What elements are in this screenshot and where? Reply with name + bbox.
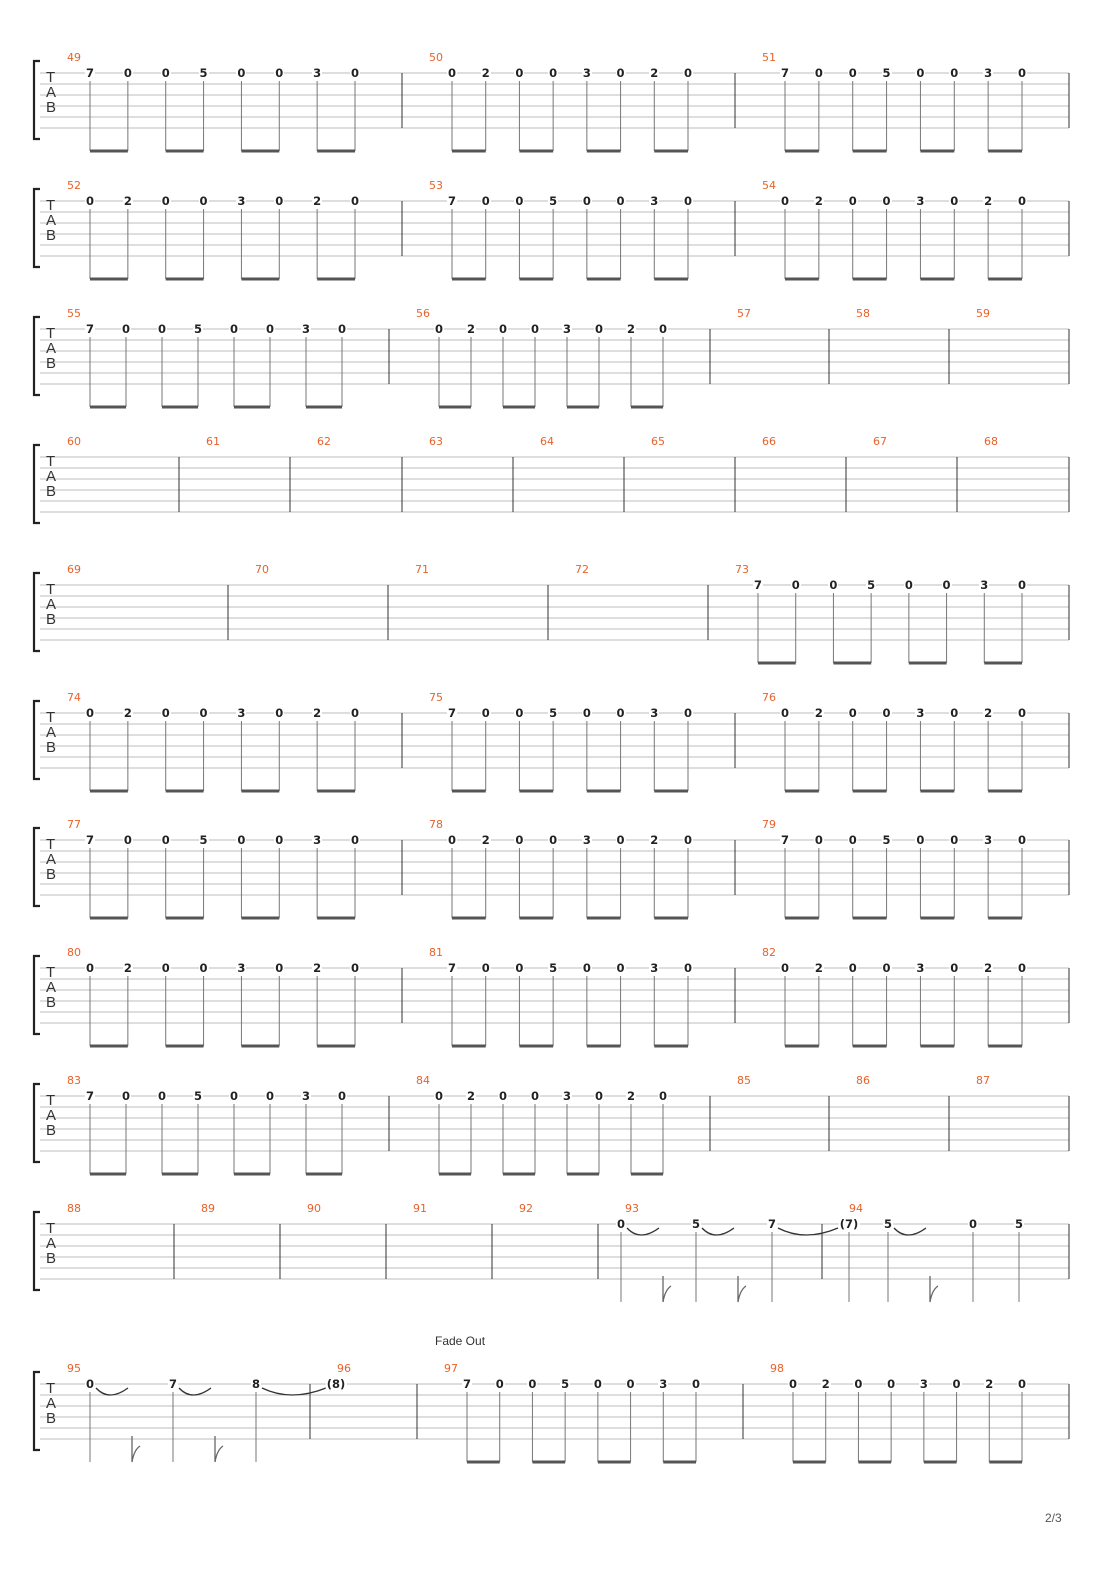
fret-number: 0 (447, 833, 457, 847)
fret-number: 0 (916, 66, 925, 80)
staff-system-10 (0, 1206, 1110, 1306)
fret-number: 0 (549, 66, 558, 80)
measure-number: 55 (67, 307, 81, 320)
fret-number: 2 (313, 961, 322, 975)
fret-number: 0 (616, 1217, 626, 1231)
measure-number: 81 (429, 946, 443, 959)
fret-number: 0 (161, 961, 170, 975)
fret-number: 2 (313, 194, 322, 208)
tab-clef-b: B (46, 866, 57, 883)
tie-arc (179, 1388, 211, 1395)
staff-system-4 (0, 439, 1110, 539)
fret-number: 0 (123, 833, 132, 847)
fret-number: 5 (193, 322, 203, 336)
fret-number: 0 (582, 961, 591, 975)
tab-clef-b: B (46, 994, 57, 1011)
measure-number: 72 (575, 563, 589, 576)
fret-number: 0 (350, 961, 360, 975)
measure-number: 88 (67, 1202, 81, 1215)
fade-out-annotation: Fade Out (435, 1334, 486, 1348)
fret-number: 0 (1017, 578, 1027, 592)
measure-number: 91 (413, 1202, 427, 1215)
fret-number: 0 (161, 706, 170, 720)
fret-number: 0 (950, 961, 959, 975)
system-bracket (34, 828, 40, 906)
fret-number: 7 (85, 322, 95, 336)
fret-number: 0 (848, 194, 857, 208)
fret-number: 3 (984, 66, 993, 80)
fret-number: 0 (85, 1377, 95, 1391)
fret-number: 3 (984, 833, 993, 847)
fret-number: 3 (659, 1377, 668, 1391)
fret-number: 0 (616, 706, 625, 720)
fret-number: 3 (919, 1377, 928, 1391)
tab-clef-t: T (46, 964, 56, 981)
measure-number: 77 (67, 818, 81, 831)
fret-number: 3 (301, 1089, 311, 1103)
tab-clef-t: T (46, 197, 56, 214)
staff-system-11 (0, 1366, 1110, 1466)
fret-number: 7 (447, 961, 457, 975)
tab-clef-a: A (46, 1395, 57, 1412)
measure-number: 74 (67, 691, 81, 704)
tab-clef-b: B (46, 1122, 57, 1139)
fret-number: 0 (85, 961, 95, 975)
system-bracket (34, 189, 40, 267)
measure-number: 89 (201, 1202, 215, 1215)
measure-number: 54 (762, 179, 776, 192)
fret-number: 0 (530, 322, 540, 336)
fret-number: 2 (985, 1377, 994, 1391)
measure-number: 60 (67, 435, 81, 448)
fret-number: 0 (161, 66, 170, 80)
fret-number: 5 (199, 833, 208, 847)
tab-clef-a: A (46, 340, 57, 357)
fret-number: 0 (848, 706, 857, 720)
fret-number: 0 (691, 1377, 701, 1391)
fret-number: 5 (882, 66, 891, 80)
fret-number: 3 (237, 194, 246, 208)
measure-number: 59 (976, 307, 990, 320)
tab-clef-a: A (46, 596, 57, 613)
fret-number: 3 (916, 194, 925, 208)
system-bracket (34, 956, 40, 1034)
fret-number: 0 (275, 961, 284, 975)
tab-clef-a: A (46, 212, 57, 229)
fret-number: 7 (85, 1089, 95, 1103)
fret-number: 3 (313, 833, 322, 847)
tab-clef-a: A (46, 979, 57, 996)
fret-number: 0 (1017, 833, 1027, 847)
fret-number: 2 (123, 706, 132, 720)
fret-number: 0 (616, 66, 625, 80)
fret-number: 5 (193, 1089, 203, 1103)
tie-arc (702, 1228, 734, 1235)
fret-number: 0 (814, 833, 823, 847)
measure-number: 97 (444, 1362, 458, 1375)
fret-number: 0 (848, 833, 857, 847)
fret-number: 0 (854, 1377, 863, 1391)
fret-number: 8 (251, 1377, 261, 1391)
fret-number: 0 (237, 66, 246, 80)
fret-number: 5 (882, 833, 891, 847)
measure-number: 87 (976, 1074, 990, 1087)
measure-number: 63 (429, 435, 443, 448)
tab-clef-t: T (46, 453, 56, 470)
fret-number: 0 (952, 1377, 961, 1391)
page-number: 2/3 (1045, 1511, 1062, 1525)
fret-number: 0 (434, 1089, 444, 1103)
fret-number: 2 (466, 1089, 476, 1103)
fret-number: 0 (447, 66, 457, 80)
measure-number: 51 (762, 51, 776, 64)
fret-number: 0 (848, 961, 857, 975)
measure-number: 64 (540, 435, 554, 448)
fret-number: 0 (85, 706, 95, 720)
note-flag (215, 1436, 223, 1462)
fret-number: 2 (123, 194, 132, 208)
fret-number: 0 (199, 194, 208, 208)
note-flag (132, 1436, 140, 1462)
fret-number: 5 (549, 706, 558, 720)
tab-clef-b: B (46, 355, 57, 372)
fret-number: 7 (447, 194, 457, 208)
fret-number: 2 (814, 706, 823, 720)
fret-number: 7 (780, 66, 790, 80)
fret-number: 0 (161, 833, 170, 847)
fret-number: 3 (650, 194, 659, 208)
fret-number: 3 (916, 706, 925, 720)
fret-number: 7 (85, 66, 95, 80)
measure-number: 57 (737, 307, 751, 320)
fret-number: 3 (562, 1089, 572, 1103)
fret-number: 0 (848, 66, 857, 80)
fret-number: 0 (481, 706, 490, 720)
measure-number: 66 (762, 435, 776, 448)
fret-number: 0 (528, 1377, 537, 1391)
measure-number: 84 (416, 1074, 430, 1087)
fret-number: 0 (85, 194, 95, 208)
fret-number: 0 (616, 833, 625, 847)
fret-number: 0 (788, 1377, 798, 1391)
fret-number: 7 (780, 833, 790, 847)
fret-number: 0 (123, 66, 132, 80)
measure-number: 78 (429, 818, 443, 831)
fret-number: 0 (275, 66, 284, 80)
fret-number: 0 (498, 1089, 508, 1103)
fret-number: 0 (121, 322, 131, 336)
tie-arc (894, 1228, 926, 1235)
measure-number: 86 (856, 1074, 870, 1087)
measure-number: 65 (651, 435, 665, 448)
fret-number: 0 (1017, 706, 1027, 720)
tab-clef-b: B (46, 99, 57, 116)
fret-number: 0 (582, 194, 591, 208)
measure-number: 69 (67, 563, 81, 576)
tab-clef-a: A (46, 1235, 57, 1252)
fret-number: 7 (767, 1217, 777, 1231)
fret-number: 0 (515, 706, 524, 720)
measure-number: 73 (735, 563, 749, 576)
fret-number: 0 (616, 961, 625, 975)
tab-clef-a: A (46, 468, 57, 485)
measure-number: 70 (255, 563, 269, 576)
fret-number: 2 (626, 1089, 636, 1103)
measure-number: 49 (67, 51, 81, 64)
fret-number: 0 (780, 194, 790, 208)
fret-number: 0 (275, 194, 284, 208)
tie-arc (627, 1228, 659, 1235)
tie-arc (778, 1228, 838, 1235)
fret-number: 0 (683, 66, 693, 80)
fret-number: 0 (515, 833, 524, 847)
fret-number: 0 (683, 961, 693, 975)
measure-number: 85 (737, 1074, 751, 1087)
tab-clef-t: T (46, 1220, 56, 1237)
fret-number: 5 (549, 961, 558, 975)
tie-arc (96, 1388, 128, 1395)
fret-number: 3 (237, 961, 246, 975)
fret-number: 2 (313, 706, 322, 720)
tab-clef-b: B (46, 483, 57, 500)
measure-number: 68 (984, 435, 998, 448)
measure-number: 71 (415, 563, 429, 576)
measure-number: 90 (307, 1202, 321, 1215)
fret-number: 2 (626, 322, 636, 336)
fret-number: 0 (515, 66, 524, 80)
fret-number: 2 (984, 706, 993, 720)
fret-number: 0 (199, 961, 208, 975)
fret-number: 3 (562, 322, 572, 336)
measure-number: 93 (625, 1202, 639, 1215)
measure-number: 67 (873, 435, 887, 448)
system-bracket (34, 1084, 40, 1162)
note-flag (930, 1276, 938, 1302)
fret-number: 5 (561, 1377, 570, 1391)
fret-number: 0 (683, 706, 693, 720)
note-flag (663, 1276, 671, 1302)
system-bracket (34, 317, 40, 395)
fret-number: 0 (942, 578, 951, 592)
tab-clef-a: A (46, 724, 57, 741)
fret-number: 0 (882, 194, 891, 208)
fret-number: 2 (466, 322, 476, 336)
fret-number: 7 (462, 1377, 472, 1391)
fret-number: 7 (753, 578, 763, 592)
fret-number: 0 (157, 1089, 167, 1103)
fret-number: 0 (350, 194, 360, 208)
fret-number: 0 (904, 578, 913, 592)
fret-number: 0 (968, 1217, 978, 1231)
fret-number: 5 (883, 1217, 893, 1231)
fret-number: 5 (1014, 1217, 1024, 1231)
system-bracket (34, 445, 40, 523)
fret-number: 0 (1017, 66, 1027, 80)
fret-number: 2 (481, 66, 490, 80)
fret-number: 3 (582, 833, 591, 847)
fret-number: 0 (199, 706, 208, 720)
fret-number: 0 (337, 1089, 347, 1103)
fret-number: 2 (123, 961, 132, 975)
fret-number: 0 (683, 194, 693, 208)
measure-number: 80 (67, 946, 81, 959)
fret-number: 2 (650, 833, 659, 847)
tab-clef-t: T (46, 69, 56, 86)
fret-number: 0 (658, 1089, 668, 1103)
system-bracket (34, 61, 40, 139)
fret-number: 0 (337, 322, 347, 336)
measure-number: 75 (429, 691, 443, 704)
fret-number: 3 (582, 66, 591, 80)
measure-number: 61 (206, 435, 220, 448)
fret-number: 0 (481, 194, 490, 208)
fret-number: 0 (350, 833, 360, 847)
fret-number: 0 (829, 578, 838, 592)
measure-number: 83 (67, 1074, 81, 1087)
tab-clef-b: B (46, 611, 57, 628)
measure-number: 58 (856, 307, 870, 320)
tab-clef-t: T (46, 325, 56, 342)
measure-number: 82 (762, 946, 776, 959)
fret-number: 0 (265, 322, 275, 336)
fret-number: 0 (530, 1089, 540, 1103)
fret-number: 2 (821, 1377, 830, 1391)
fret-number: 0 (780, 961, 790, 975)
fret-number: (7) (839, 1217, 859, 1231)
fret-number: 0 (1017, 194, 1027, 208)
fret-number: 0 (683, 833, 693, 847)
tab-clef-b: B (46, 1410, 57, 1427)
fret-number: 0 (275, 833, 284, 847)
fret-number: 5 (691, 1217, 701, 1231)
tab-clef-a: A (46, 84, 57, 101)
fret-number: 2 (481, 833, 490, 847)
fret-number: 0 (593, 1377, 602, 1391)
fret-number: 3 (650, 706, 659, 720)
fret-number: 0 (887, 1377, 896, 1391)
measure-number: 79 (762, 818, 776, 831)
measure-number: 50 (429, 51, 443, 64)
fret-number: 0 (882, 706, 891, 720)
fret-number: 3 (313, 66, 322, 80)
fret-number: 0 (882, 961, 891, 975)
fret-number: 7 (447, 706, 457, 720)
fret-number: 0 (161, 194, 170, 208)
measure-number: 96 (337, 1362, 351, 1375)
measure-number: 94 (849, 1202, 863, 1215)
fret-number: 5 (549, 194, 558, 208)
fret-number: 0 (626, 1377, 635, 1391)
fret-number: 0 (1017, 961, 1027, 975)
fret-number: 0 (1017, 1377, 1027, 1391)
system-bracket (34, 573, 40, 651)
fret-number: 3 (237, 706, 246, 720)
measure-number: 56 (416, 307, 430, 320)
fret-number: 0 (582, 706, 591, 720)
fret-number: 0 (229, 322, 239, 336)
fret-number: 0 (434, 322, 444, 336)
fret-number: 0 (515, 961, 524, 975)
fret-number: 0 (350, 706, 360, 720)
fret-number: 0 (950, 66, 959, 80)
fret-number: (8) (326, 1377, 346, 1391)
tab-clef-a: A (46, 851, 57, 868)
fret-number: 0 (237, 833, 246, 847)
fret-number: 0 (481, 961, 490, 975)
tie-arc (262, 1388, 326, 1395)
fret-number: 3 (980, 578, 989, 592)
measure-number: 95 (67, 1362, 81, 1375)
measure-number: 98 (770, 1362, 784, 1375)
fret-number: 0 (515, 194, 524, 208)
tab-clef-t: T (46, 836, 56, 853)
tab-clef-b: B (46, 1250, 57, 1267)
fret-number: 0 (498, 322, 508, 336)
tab-clef-b: B (46, 227, 57, 244)
fret-number: 0 (950, 194, 959, 208)
fret-number: 0 (594, 322, 604, 336)
fret-number: 0 (594, 1089, 604, 1103)
fret-number: 0 (950, 706, 959, 720)
fret-number: 3 (916, 961, 925, 975)
fret-number: 0 (780, 706, 790, 720)
system-bracket (34, 701, 40, 779)
fret-number: 0 (229, 1089, 239, 1103)
fret-number: 0 (814, 66, 823, 80)
tab-clef-t: T (46, 1380, 56, 1397)
measure-number: 92 (519, 1202, 533, 1215)
fret-number: 2 (984, 194, 993, 208)
fret-number: 7 (85, 833, 95, 847)
fret-number: 0 (549, 833, 558, 847)
tab-clef-t: T (46, 581, 56, 598)
measure-number: 52 (67, 179, 81, 192)
measure-number: 53 (429, 179, 443, 192)
fret-number: 5 (867, 578, 876, 592)
tab-clef-t: T (46, 709, 56, 726)
fret-number: 0 (121, 1089, 131, 1103)
fret-number: 0 (157, 322, 167, 336)
fret-number: 5 (199, 66, 208, 80)
fret-number: 0 (791, 578, 800, 592)
fret-number: 2 (650, 66, 659, 80)
fret-number: 0 (265, 1089, 275, 1103)
fret-number: 2 (814, 194, 823, 208)
fret-number: 0 (950, 833, 959, 847)
fret-number: 2 (814, 961, 823, 975)
fret-number: 3 (301, 322, 311, 336)
system-bracket (34, 1372, 40, 1450)
tab-clef-t: T (46, 1092, 56, 1109)
measure-number: 62 (317, 435, 331, 448)
fret-number: 0 (275, 706, 284, 720)
fret-number: 7 (168, 1377, 178, 1391)
tab-clef-b: B (46, 739, 57, 756)
fret-number: 0 (350, 66, 360, 80)
fret-number: 0 (495, 1377, 504, 1391)
measure-number: 76 (762, 691, 776, 704)
fret-number: 0 (658, 322, 668, 336)
fret-number: 0 (916, 833, 925, 847)
note-flag (738, 1276, 746, 1302)
fret-number: 3 (650, 961, 659, 975)
system-bracket (34, 1212, 40, 1290)
fret-number: 0 (616, 194, 625, 208)
tab-clef-a: A (46, 1107, 57, 1124)
fret-number: 2 (984, 961, 993, 975)
